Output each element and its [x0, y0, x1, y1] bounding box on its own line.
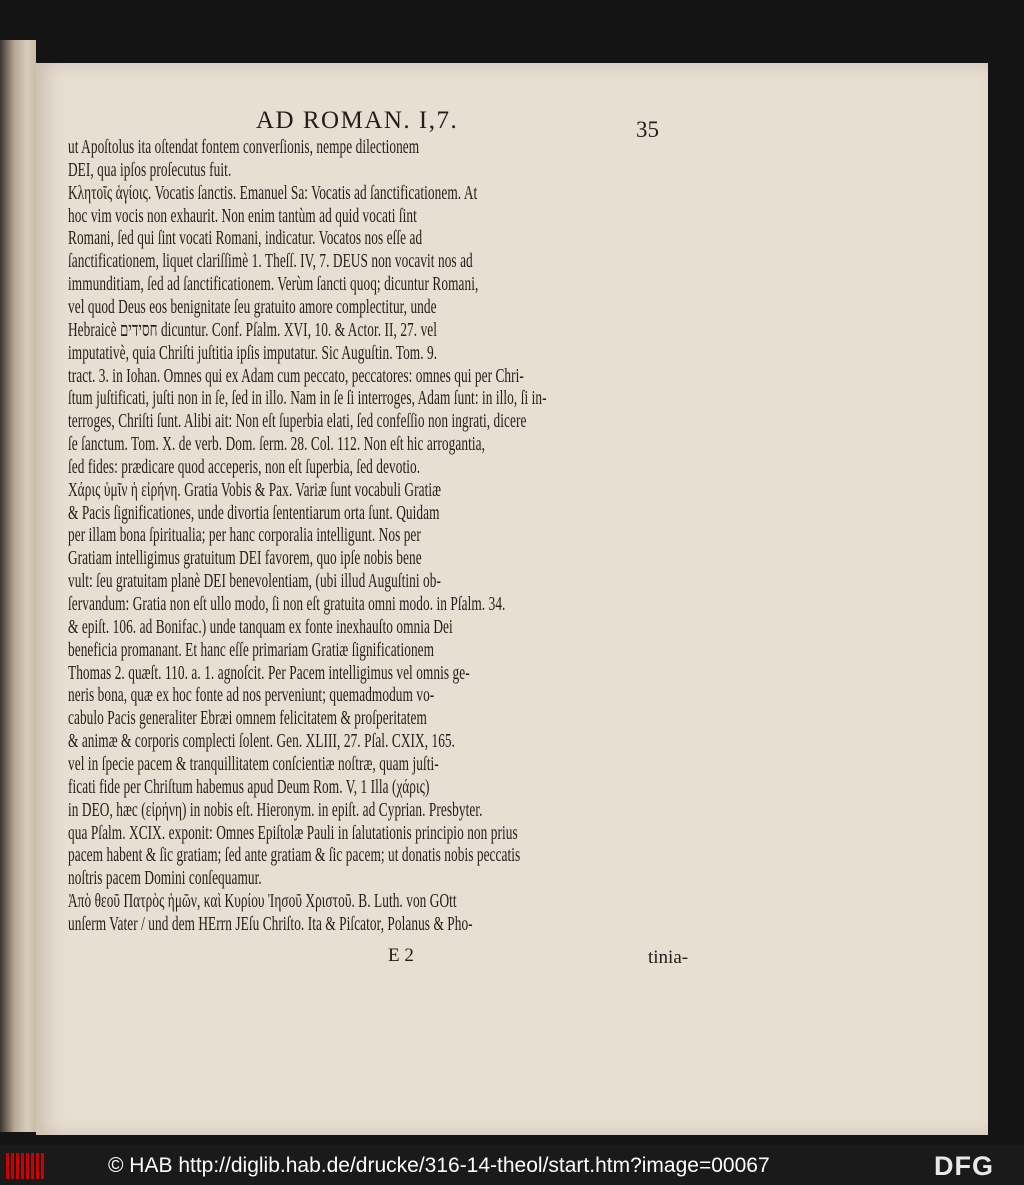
- text-line: pacem habent & ſic gratiam; ſed ante gratiam & ſic pacem; ut donatis nobis peccatis: [68, 845, 521, 867]
- page-number: 35: [636, 117, 659, 142]
- adjacent-page-edge: [0, 40, 36, 1132]
- text-line: ſanctificationem, liquet clariſſimè 1. Theſſ. IV, 7. DEUS non vocavit nos ad: [68, 251, 473, 273]
- text-line: tract. 3. in Iohan. Omnes qui ex Adam cum peccato, peccatores: omnes qui per Chri-: [68, 365, 524, 387]
- text-line: & epiſt. 106. ad Bonifac.) unde tanquam ex fonte inexhauſto omnia Dei: [68, 616, 453, 638]
- text-line: Κλητοῖς ἁγίοις. Vocatis ſanctis. Emanuel Sa: Vocatis ad ſanctificationem. At: [68, 182, 478, 204]
- text-line: noſtris pacem Domini conſequamur.: [68, 868, 262, 890]
- text-line: & Pacis ſignificationes, unde divortia ſententiarum orta ſunt. Quidam: [68, 502, 440, 524]
- text-line: beneficia promanant. Et hanc eſſe primariam Gratiæ ſignificationem: [68, 639, 435, 661]
- text-line: immunditiam, ſed ad ſanctificationem. Verùm ſancti quoq; dicuntur Romani,: [68, 274, 479, 296]
- text-line: Romani, ſed qui ſint vocati Romani, indicatur. Vocatos nos eſſe ad: [68, 228, 423, 250]
- text-line: Χάρις ὑμῖν ἡ εἰρήνη. Gratia Vobis & Pax. Variæ ſunt vocabuli Gratiæ: [68, 479, 442, 501]
- source-url[interactable]: © HAB http://diglib.hab.de/drucke/316-14-theol/start.htm?image=00067: [108, 1154, 770, 1177]
- text-line: ſervandum: Gratia non eſt ullo modo, ſi non eſt gratuita omni modo. in Pſalm. 34.: [68, 594, 506, 615]
- running-header: AD ROMAN. I,7.: [256, 107, 459, 134]
- text-line: DEI, qua ipſos proſecutus fuit.: [68, 159, 232, 181]
- text-line: qua Pſalm. XCIX. exponit: Omnes Epiſtolæ Pauli in ſalutationis principio non prius: [68, 822, 518, 844]
- signature-mark: E 2: [388, 945, 414, 966]
- book-page: [36, 63, 988, 1135]
- text-line: cabulo Pacis generaliter Ebræi omnem felicitatem & proſperitatem: [68, 708, 427, 730]
- text-line: & animæ & corporis complecti ſolent. Gen. XLIII, 27. Pſal. CXIX, 165.: [68, 731, 456, 753]
- text-line: hoc vim vocis non exhaurit. Non enim tantùm ad quid vocati ſint: [68, 205, 417, 227]
- text-line: ſtum juſtificati, juſti non in ſe, ſed in illo. Nam in ſe ſi interroges, Adam ſunt: in illo, ſi in-: [68, 388, 547, 410]
- text-line: per illam bona ſpiritualia; per hanc corporalia intelligunt. Nos per: [68, 525, 421, 547]
- text-line: Ἀπὸ θεοῦ Πατρὸς ἡμῶν, καὶ Κυρίου Ἰησοῦ Χριστοῦ. B. Luth. von GOtt: [68, 891, 457, 913]
- text-line: Hebraicè חסידים dicuntur. Conf. Pſalm. XVI, 10. & Actor. II, 27. vel: [68, 319, 438, 341]
- text-line: ſe ſanctum. Tom. X. de verb. Dom. ſerm. 28. Col. 112. Non eſt hic arrogantia,: [68, 434, 485, 456]
- footer-bar: [0, 1145, 1024, 1185]
- text-line: imputativè, quia Chriſti juſtitia ipſis imputatur. Sic Auguſtin. Tom. 9.: [68, 342, 438, 364]
- text-line: unſerm Vater / und dem HErrn JEſu Chriſto. Ita & Piſcator, Polanus & Pho-: [68, 913, 473, 935]
- text-line: Gratiam intelligimus gratuitum DEI favorem, quo ipſe nobis bene: [68, 548, 422, 570]
- dfg-logo[interactable]: DFG: [934, 1151, 994, 1181]
- catchword: tinia-: [648, 947, 689, 968]
- text-line: Thomas 2. quæſt. 110. a. 1. agnoſcit. Per Pacem intelligimus vel omnis ge-: [68, 662, 470, 684]
- text-line: vult: ſeu gratuitam planè DEI benevolentiam, (ubi illud Auguſtini ob-: [68, 571, 441, 593]
- hab-logo-icon[interactable]: [6, 1153, 46, 1179]
- text-line: vel in ſpecie pacem & tranquillitatem conſcientiæ noſtræ, quam juſti-: [68, 753, 439, 775]
- text-line: neris bona, quæ ex hoc fonte ad nos perveniunt; quemadmodum vo-: [68, 685, 435, 707]
- text-line: vel quod Deus eos benignitate ſeu gratuito amore complectitur, unde: [68, 296, 437, 318]
- text-line: ut Apoſtolus ita oſtendat fontem converſionis, nempe dilectionem: [68, 137, 420, 158]
- text-line: ficati fide per Chriſtum habemus apud Deum Rom. V, 1 Illa (χάρις): [68, 776, 430, 798]
- text-line: terroges, Chriſti ſunt. Alibi ait: Non eſt ſuperbia elati, ſed confeſſio non ingrati, dicere: [68, 411, 527, 433]
- text-line: in DEO, hæc (εἰρήνη) in nobis eſt. Hieronym. in epiſt. ad Cyprian. Presbyter.: [68, 799, 483, 821]
- text-line: ſed fides: prædicare quod acceperis, non eſt ſuperbia, ſed devotio.: [68, 456, 421, 478]
